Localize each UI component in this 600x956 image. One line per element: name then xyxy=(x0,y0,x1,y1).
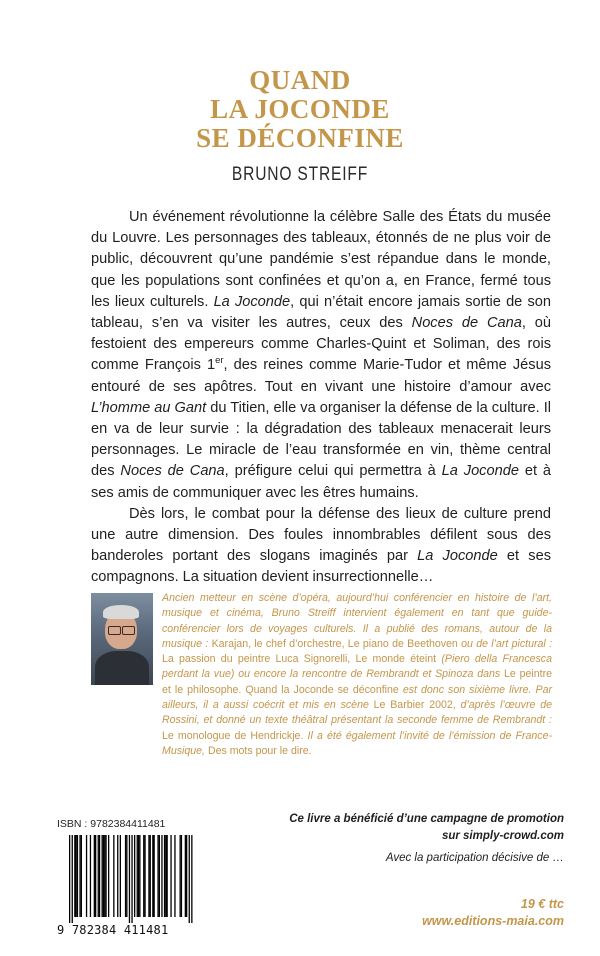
barcode-bar xyxy=(120,835,121,917)
text-run: Ancien metteur en scène d’opéra, aujourd’hui conférencier en histoire de l’art, musique et cinéma, Bruno Streiff intervient également en tant que guide-conférencier lors de voyages culturels. Il a publié des romans, autour de la musique : xyxy=(162,592,552,650)
text-run: d’après l’œuvre de Rossini, et donné un texte théâtral présentant la seconde femme de Rembrandt : xyxy=(162,699,552,727)
text-run: Le peintre et le philosophe. xyxy=(162,668,552,696)
barcode-bar xyxy=(129,835,130,923)
text-run: Karajan, le chef d’orchestre, Le piano de Beethoven xyxy=(211,637,458,650)
barcode-bar xyxy=(103,835,104,917)
barcode-bar xyxy=(144,835,145,917)
text-run: , où festoient des empereurs comme Charles-Quint et Soliman, des rois comme François 1 xyxy=(91,315,551,374)
text-run: Un événement révolutionne la célèbre Salle des États du musée du Louvre. Les personnages des tableaux, étonnés de ne plus voir de public, découvrent qu’une pandémie s’est répandue dans le monde, que les populations sont confinées et qu’on a, en France, fermé tous les lieux culturels. xyxy=(91,209,551,310)
text-run: Il a été également l’invité de l’émission de France-Musique, xyxy=(162,729,553,757)
text-run: (Piero della Francesca perdant la vue) ou encore la rencontre de Rembrandt et Spinoza dans xyxy=(162,653,552,681)
barcode-bar xyxy=(152,835,153,917)
photo-glasses-right xyxy=(122,626,135,635)
barcode-bar xyxy=(181,835,182,917)
barcode-bar xyxy=(159,835,160,917)
text-run: du Titien, elle va organiser la défense de la culture. Il en va de leur survie : la dégradation des tableaux menacerait leurs personnages. Le miracle de l’eau transformée en vin, thème central des xyxy=(91,399,551,480)
barcode-bar xyxy=(138,835,139,917)
barcode-bar xyxy=(167,835,168,917)
barcode-bar xyxy=(157,835,158,917)
barcode-bar xyxy=(131,835,132,923)
text-run: de l’art pictural : xyxy=(476,637,553,650)
barcode-bar xyxy=(134,835,135,917)
barcode-bar xyxy=(113,835,114,917)
synopsis xyxy=(91,207,551,589)
barcode-bar xyxy=(186,835,187,917)
text-run: , des reines comme Marie-Tudor et même Jésus entouré de ses apôtres. Tout en vivant une histoire d’amour avec xyxy=(91,357,551,395)
barcode-bar xyxy=(69,835,70,923)
barcode-bar xyxy=(139,835,140,917)
title-line-2: LA JOCONDE xyxy=(210,94,390,124)
barcode-bar xyxy=(117,835,118,917)
title-line-3: SE DÉCONFINE xyxy=(196,123,404,153)
author-photo xyxy=(91,593,153,685)
barcode-bar xyxy=(161,835,162,917)
isbn-label: ISBN : 9782384411481 xyxy=(57,818,166,830)
text-run: Le monologue de Hendrickje. xyxy=(162,729,304,742)
barcode-bar xyxy=(174,835,175,917)
barcode-bar xyxy=(164,835,165,917)
photo-hair xyxy=(103,605,139,619)
text-run: Noces de Cana xyxy=(411,315,522,332)
text-run: Noces de Cana xyxy=(120,463,225,480)
barcode-bar xyxy=(79,835,80,917)
text-run: et ses compagnons. La situation devient insurrectionnelle… xyxy=(91,548,551,586)
text-run: Quand la Joconde se déconfine xyxy=(241,683,403,696)
barcode-bar xyxy=(98,835,99,917)
title-line-1: QUAND xyxy=(249,65,351,95)
barcode-bar xyxy=(86,835,87,917)
barcode-bar xyxy=(189,835,190,923)
synopsis-paragraph-2 xyxy=(91,504,551,589)
author-biography xyxy=(162,591,552,759)
barcode-bar xyxy=(99,835,100,917)
photo-body xyxy=(95,651,149,685)
barcode-bar xyxy=(74,835,75,917)
text-run: et à ses amis de communiquer avec les êtres humains. xyxy=(91,463,551,501)
text-run: Le Barbier 2002, xyxy=(373,699,456,712)
barcode xyxy=(57,835,205,935)
price: 19 € ttc xyxy=(520,897,564,911)
text-run: est donc son sixième livre. Par ailleurs, il a aussi coécrit et mis en scène xyxy=(162,683,552,712)
barcode-bar xyxy=(104,835,105,917)
photo-glasses-left xyxy=(108,626,121,635)
text-run: La Joconde xyxy=(213,293,291,310)
barcode-bar xyxy=(90,835,91,917)
publisher-website: www.editions-maia.com xyxy=(422,914,564,928)
barcode-bar xyxy=(105,835,106,917)
text-run: ou xyxy=(457,637,477,650)
text-run: La Joconde xyxy=(441,463,519,480)
text-run: Dès lors, le combat pour la défense des lieux de culture prend une autre dimension. Des foules innombrables défilent sous des banderoles portant des slogans imaginés par xyxy=(91,505,551,565)
text-run: La passion du peintre Luca Signorelli, Le monde éteint xyxy=(162,653,437,666)
promotion-line-2: sur simply-crowd.com xyxy=(441,830,564,842)
barcode-bar xyxy=(185,835,186,917)
participation-note: Avec la participation décisive de … xyxy=(385,852,564,864)
barcode-bar xyxy=(191,835,192,923)
barcode-digits: 9 782384 411481 xyxy=(57,923,169,937)
barcode-bar xyxy=(150,835,151,917)
barcode-bar xyxy=(180,835,181,917)
barcode-bar xyxy=(143,835,144,917)
promotion-line-1: Ce livre a bénéficié d’une campagne de promotion xyxy=(289,813,564,825)
barcode-bar xyxy=(76,835,77,917)
barcode-bar xyxy=(77,835,78,917)
text-run: , qui n’était encore jamais sortie de son tableau, s’en va visiter les autres, ceux des xyxy=(91,293,551,332)
barcode-bar xyxy=(170,835,171,917)
barcode-bar xyxy=(81,835,82,917)
text-run: Des mots pour le dire. xyxy=(207,744,312,757)
barcode-bar xyxy=(137,835,138,917)
barcode-bars xyxy=(57,835,205,923)
promotion-note xyxy=(284,811,564,845)
barcode-bar xyxy=(126,835,127,917)
barcode-bar xyxy=(165,835,166,917)
barcode-bar xyxy=(148,835,149,917)
barcode-bar xyxy=(94,835,95,917)
author-name: BRUNO STREIFF xyxy=(231,164,369,185)
barcode-bar xyxy=(154,835,155,917)
barcode-bar xyxy=(125,835,126,917)
text-run: L’homme au Gant xyxy=(91,399,207,416)
book-title xyxy=(0,66,600,153)
barcode-bar xyxy=(108,835,109,917)
barcode-bar xyxy=(102,835,103,917)
synopsis-paragraph-1 xyxy=(91,207,551,504)
text-run: La Joconde xyxy=(417,548,498,565)
text-run: er xyxy=(215,355,224,367)
barcode-bar xyxy=(95,835,96,917)
barcode-bar xyxy=(72,835,73,923)
text-run: , préfigure celui qui permettra à xyxy=(224,463,442,480)
